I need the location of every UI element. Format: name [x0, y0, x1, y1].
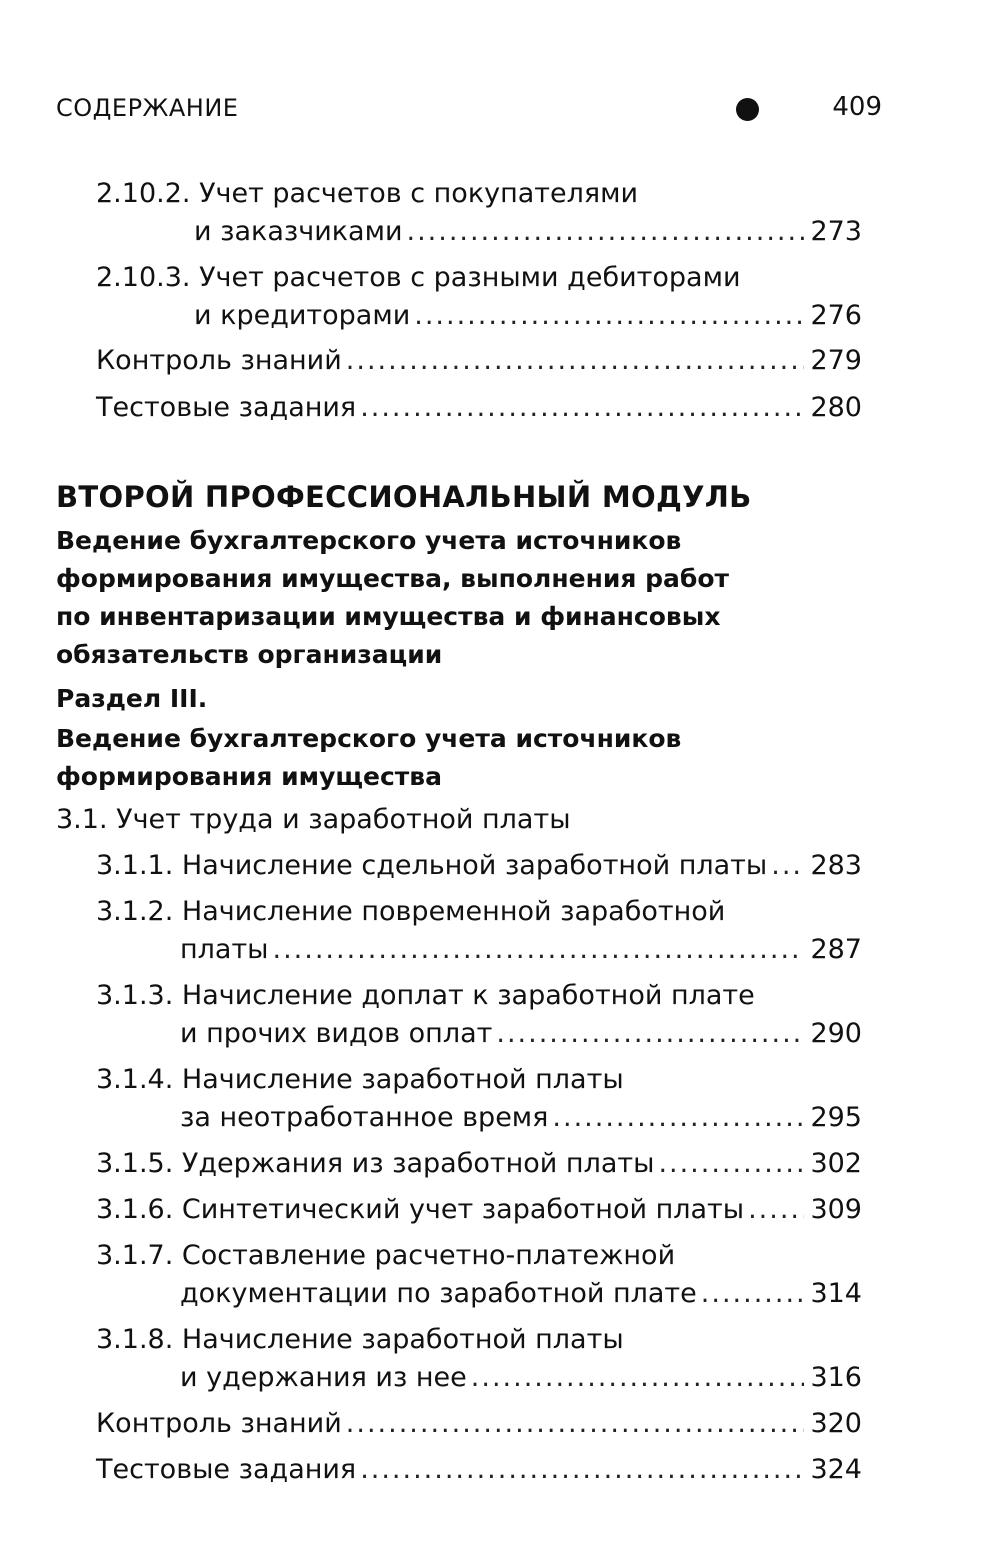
bullet-icon [736, 98, 759, 121]
toc-entry-title: Синтетический учет заработной платы [181, 1194, 745, 1225]
toc-entry-3-1-4-line2 [180, 1102, 862, 1133]
toc-entry-tests-1 [96, 392, 862, 423]
section-label: Раздел III. [56, 684, 208, 713]
toc-entry-2-10-2-line1 [96, 178, 638, 209]
dot-leader [273, 934, 805, 965]
toc-entry-2-10-2-line2 [194, 216, 862, 247]
toc-entry-2-10-3-line2 [194, 300, 862, 331]
toc-entry-3-1-7-line2 [180, 1278, 862, 1309]
dot-leader [771, 850, 804, 881]
toc-entry-3-1-3-line2 [180, 1018, 862, 1049]
module-subtitle-line: Ведение бухгалтерского учета источников [56, 526, 682, 555]
dot-leader [748, 1194, 804, 1225]
dot-leader [346, 1408, 805, 1439]
dot-leader [414, 300, 804, 331]
toc-entry-page: 295 [810, 1102, 862, 1133]
toc-entry-3-1-8-line2 [180, 1362, 862, 1393]
toc-entry-title-cont: документации по заработной плате [180, 1278, 697, 1309]
toc-entry-3-1-7-line1 [96, 1240, 675, 1271]
toc-entry-title: Начисление повременной заработной [181, 896, 726, 927]
module-subtitle-line: формирования имущества, выполнения работ [56, 564, 730, 593]
toc-entry-number: 3.1.2. [96, 896, 174, 927]
toc-entry-page: 279 [810, 345, 862, 376]
toc-entry-title-cont: платы [180, 934, 269, 965]
toc-entry-number: 3.1.4. [96, 1064, 174, 1095]
section-title [56, 720, 776, 796]
toc-entry-page: 302 [810, 1148, 862, 1179]
toc-entry-title: Учет расчетов с разными дебиторами [199, 262, 741, 293]
toc-entry-3-1-8-line1 [96, 1324, 624, 1355]
toc-entry-tests-2 [96, 1454, 862, 1485]
toc-entry-page: 309 [810, 1194, 862, 1225]
toc-entry-3-1-1 [96, 850, 862, 881]
running-title: СОДЕРЖАНИЕ [56, 94, 239, 122]
module-subtitle-line: по инвентаризации имущества и финансовых [56, 602, 721, 631]
toc-entry-page: 287 [810, 934, 862, 965]
toc-entry-page: 324 [810, 1454, 862, 1485]
toc-entry-3-1-5 [96, 1148, 862, 1179]
toc-entry-number: 3.1.3. [96, 980, 174, 1011]
toc-chapter-title: Учет труда и заработной платы [116, 804, 571, 835]
toc-entry-title-cont: за неотработанное время [180, 1102, 549, 1133]
dot-leader [360, 392, 804, 423]
dot-leader [658, 1148, 804, 1179]
dot-leader [552, 1102, 804, 1133]
toc-entry-3-1-4-line1 [96, 1064, 624, 1095]
toc-entry-number: 3.1.1. [96, 850, 174, 881]
toc-entry-title-cont: и удержания из нее [180, 1362, 467, 1393]
toc-chapter-number: 3.1. [56, 804, 108, 835]
module-subtitle [56, 522, 776, 674]
toc-entry-title-cont: и заказчиками [194, 216, 403, 247]
toc-entry-title: Тестовые задания [96, 392, 357, 423]
dot-leader [407, 216, 805, 247]
toc-entry-page: 320 [810, 1408, 862, 1439]
toc-entry-3-1-2-line1 [96, 896, 725, 927]
toc-entry-number: 3.1.7. [96, 1240, 174, 1271]
toc-entry-page: 283 [810, 850, 862, 881]
toc-entry-3-1-2-line2 [180, 934, 862, 965]
toc-chapter-3-1 [56, 804, 571, 835]
toc-entry-title: Начисление доплат к заработной плате [181, 980, 755, 1011]
toc-entry-title: Начисление заработной платы [181, 1324, 624, 1355]
toc-entry-number: 3.1.6. [96, 1194, 174, 1225]
toc-entry-page: 290 [810, 1018, 862, 1049]
page-header [56, 92, 882, 132]
section-title-line: формирования имущества [56, 762, 442, 791]
toc-entry-title: Контроль знаний [96, 345, 342, 376]
toc-entry-title: Учет расчетов с покупателями [199, 178, 639, 209]
toc-entry-knowledge-check-2 [96, 1408, 862, 1439]
toc-entry-title: Начисление заработной платы [181, 1064, 624, 1095]
dot-leader [471, 1362, 805, 1393]
toc-entry-number: 3.1.5. [96, 1148, 174, 1179]
page-number: 409 [832, 92, 882, 122]
module-subtitle-line: обязательств организации [56, 640, 443, 669]
dot-leader [360, 1454, 804, 1485]
toc-entry-number: 3.1.8. [96, 1324, 174, 1355]
dot-leader [346, 345, 805, 376]
section-title-line: Ведение бухгалтерского учета источников [56, 724, 682, 753]
toc-entry-number: 2.10.3. [96, 262, 191, 293]
toc-entry-3-1-3-line1 [96, 980, 755, 1011]
toc-entry-title: Начисление сдельной заработной платы [181, 850, 768, 881]
toc-entry-page: 316 [810, 1362, 862, 1393]
toc-entry-page: 276 [810, 300, 862, 331]
toc-entry-title: Составление расчетно-платежной [181, 1240, 676, 1271]
toc-entry-number: 2.10.2. [96, 178, 191, 209]
dot-leader [701, 1278, 805, 1309]
toc-entry-2-10-3-line1 [96, 262, 741, 293]
toc-entry-3-1-6 [96, 1194, 862, 1225]
toc-entry-title: Тестовые задания [96, 1454, 357, 1485]
dot-leader [496, 1018, 804, 1049]
toc-entry-page: 273 [810, 216, 862, 247]
toc-entry-knowledge-check-1 [96, 345, 862, 376]
toc-entry-title: Контроль знаний [96, 1408, 342, 1439]
toc-entry-title: Удержания из заработной платы [181, 1148, 655, 1179]
toc-entry-title-cont: и кредиторами [194, 300, 411, 331]
module-title: ВТОРОЙ ПРОФЕССИОНАЛЬНЫЙ МОДУЛЬ [56, 480, 752, 514]
toc-entry-page: 314 [810, 1278, 862, 1309]
toc-entry-title-cont: и прочих видов оплат [180, 1018, 493, 1049]
toc-entry-page: 280 [810, 392, 862, 423]
